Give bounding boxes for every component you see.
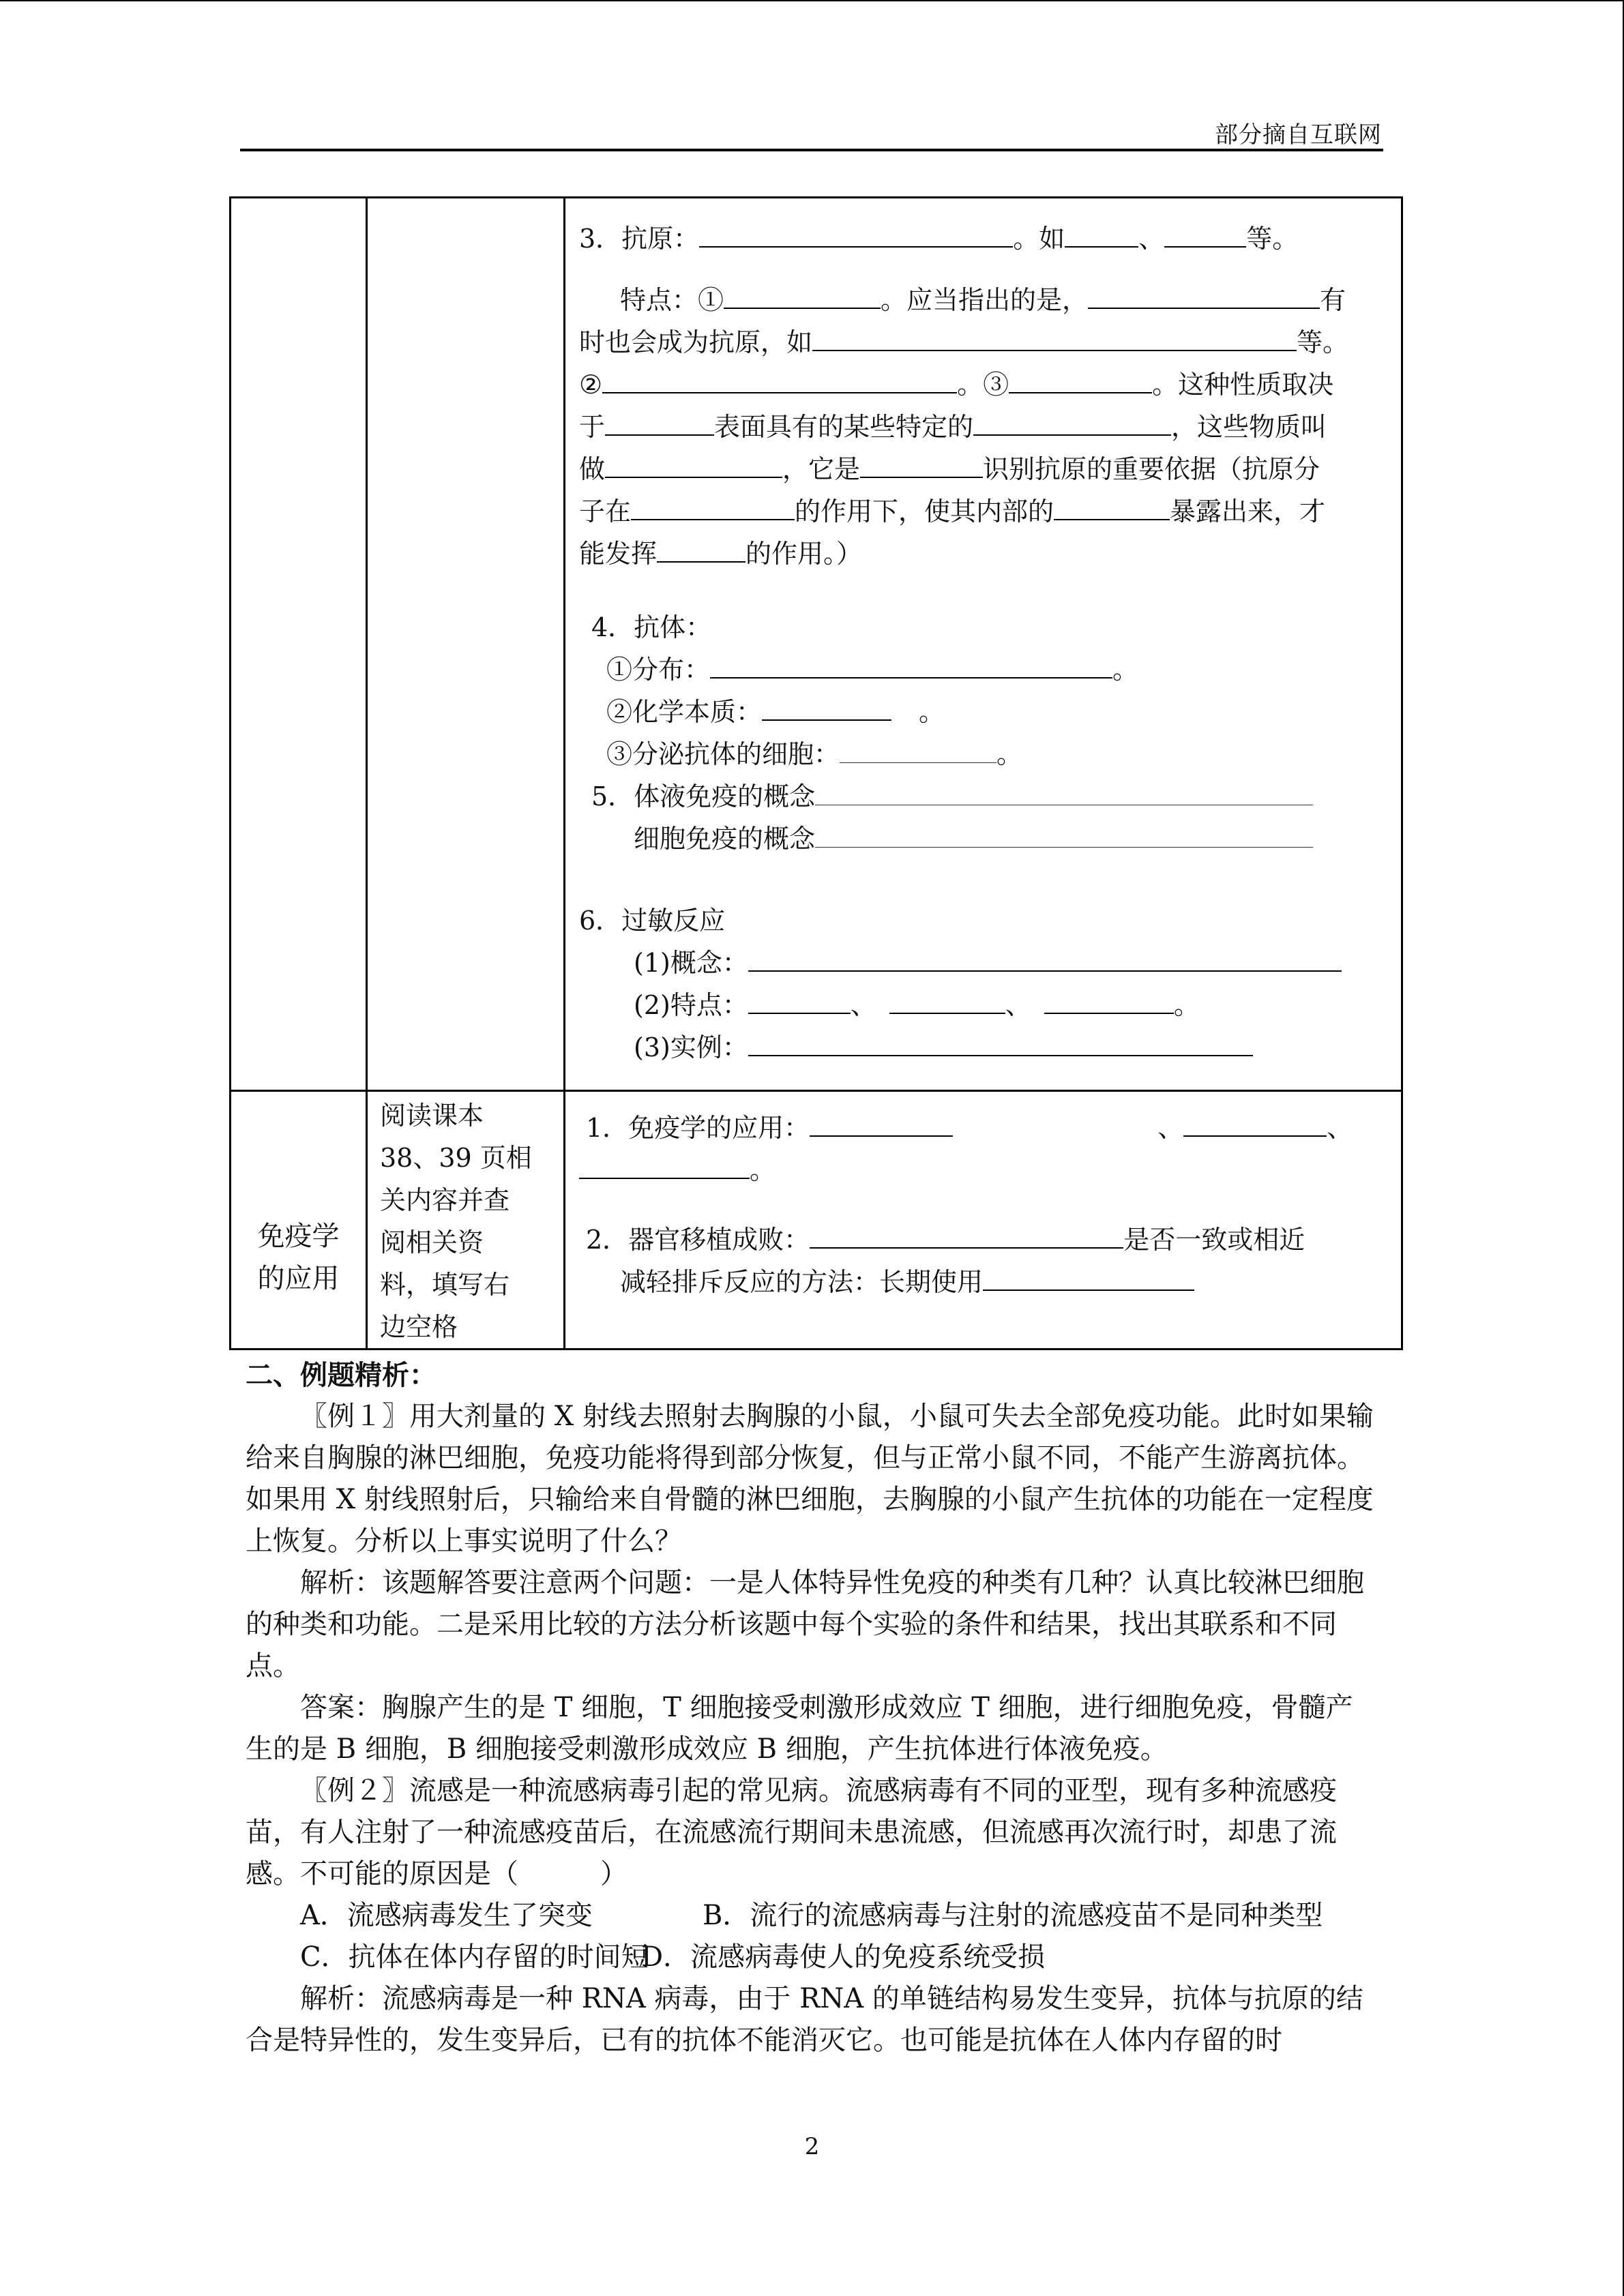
- topic-cell-empty: [231, 198, 367, 1091]
- topic-cell: 免疫学 的应用: [231, 1091, 367, 1350]
- blank-trait-note[interactable]: [1088, 280, 1320, 309]
- blank-trait-1[interactable]: [724, 280, 881, 309]
- blank-function[interactable]: [657, 534, 745, 563]
- traits-line-2: 时也会成为抗原，如 等。: [579, 321, 1389, 363]
- blank-surface[interactable]: [605, 407, 714, 436]
- blank-allergy-example[interactable]: [748, 1028, 1253, 1056]
- option-b[interactable]: B．流行的流感病毒与注射的流感疫苗不是同种类型: [703, 1900, 1323, 1931]
- blank-recognizer[interactable]: [860, 449, 983, 478]
- options-row-2: [246, 1937, 1378, 1978]
- transplant-line: 2．器官移植成败： 是否一致或相近: [579, 1219, 1389, 1261]
- example-2-analysis: 解析：流感病毒是一种 RNA 病毒，由于 RNA 的单链结构易发生变异，抗体与抗原的结合是特异性的，发生变异后，已有的抗体不能消灭它。也可能是抗体在人体内存留的时: [246, 1983, 1363, 2056]
- antigen-line: 3．抗原： 。如 、 等。: [579, 218, 1389, 260]
- option-d[interactable]: D．流感病毒使人的免疫系统受损: [641, 1941, 1046, 1973]
- blank-trait-3[interactable]: [1009, 365, 1152, 393]
- allergy-traits: (2)特点： 、 、 。: [579, 984, 1389, 1026]
- options-row-1: [246, 1895, 1378, 1937]
- antibody-title: 4．抗体：: [591, 612, 712, 642]
- blank-allergy-trait-2[interactable]: [889, 985, 1005, 1014]
- application-line: 1．免疫学的应用： 、 、: [579, 1107, 1389, 1149]
- blank-transplant[interactable]: [810, 1220, 1123, 1249]
- antibody-cell: ③分泌抗体的细胞： 。: [579, 733, 1389, 775]
- traits-line-3: ② 。③ 。这种性质取决: [579, 363, 1389, 406]
- worksheet-table: [229, 196, 1403, 1350]
- blank-antigen-eg2[interactable]: [1164, 219, 1246, 248]
- blank-allergy-trait-3[interactable]: [1044, 985, 1174, 1014]
- table-row: [231, 198, 1402, 1091]
- traits-line-5: 做 ，它是 识别抗原的重要依据（抗原分: [579, 448, 1389, 490]
- option-c[interactable]: C．抗体在体内存留的时间短: [300, 1941, 649, 1973]
- blank-antibody-cell[interactable]: [840, 735, 996, 763]
- reading-instruction-cell: 阅读课本 38、39 页相 关内容并查 阅相关资 料，填写右 边空格: [367, 1091, 565, 1350]
- blank-agent[interactable]: [631, 492, 795, 520]
- example-1-question: 〖例１〗用大剂量的 X 射线去照射去胸腺的小鼠，小鼠可失去全部免疫功能。此时如果输给来自胸腺的淋巴细胞，免疫功能将得到部分恢复，但与正常小鼠不同，不能产生游离抗体。如果用 X 射线照射后，只输给来自骨髓的淋巴细胞，去胸腺的小鼠产生抗体的功能在一定程度上恢复。分析以上事实说明了什么？: [246, 1401, 1374, 1557]
- blank-name[interactable]: [605, 449, 782, 478]
- blank-antibody-distribution[interactable]: [710, 650, 1112, 679]
- blank-trait-example[interactable]: [812, 323, 1297, 351]
- traits-line-7: 能发挥 的作用。）: [579, 533, 1389, 575]
- blank-application-2[interactable]: [1183, 1108, 1327, 1137]
- blank-inner[interactable]: [1054, 492, 1170, 520]
- traits-line-1: 特点：① 。应当指出的是， 有: [579, 279, 1389, 321]
- page-number: 2: [804, 2133, 820, 2160]
- example-section: [246, 1354, 1378, 2061]
- example-1-analysis: 解析：该题解答要注意两个问题：一是人体特异性免疫的种类有几种？认真比较淋巴细胞的种类和功能。二是采用比较的方法分析该题中每个实验的条件和结果，找出其联系和不同点。: [246, 1567, 1364, 1682]
- reading-cell-empty: [367, 198, 565, 1091]
- rejection-line: 减轻排斥反应的方法：长期使用: [579, 1261, 1389, 1303]
- blank-application-1[interactable]: [810, 1108, 953, 1137]
- blank-humoral[interactable]: [815, 777, 1313, 805]
- blank-application-3[interactable]: [579, 1150, 750, 1179]
- blank-allergy-concept[interactable]: [748, 943, 1342, 972]
- blank-allergy-trait-1[interactable]: [748, 985, 851, 1014]
- content-cell-antigen: [565, 198, 1402, 1091]
- option-a[interactable]: A．流感病毒发生了突变: [300, 1900, 593, 1931]
- frame-top-line: [0, 0, 1624, 1]
- table-row: [231, 1091, 1402, 1350]
- allergy-title: 6．过敏反应: [579, 906, 726, 936]
- allergy-example: (3)实例：: [579, 1026, 1389, 1069]
- application-line-2: 。: [579, 1149, 1389, 1191]
- content-cell-application: [565, 1091, 1402, 1350]
- header-rule: [240, 149, 1383, 151]
- blank-antigen-eg1[interactable]: [1065, 219, 1138, 248]
- blank-cellular[interactable]: [815, 820, 1313, 848]
- antibody-nature: ②化学本质： 。: [579, 691, 1389, 733]
- blank-antibody-nature[interactable]: [762, 692, 891, 721]
- traits-line-4: 于 表面具有的某些特定的 ，这些物质叫: [579, 406, 1389, 448]
- section-heading: 二、例题精析：: [246, 1359, 437, 1391]
- antibody-distribution: ①分布： 。: [579, 648, 1389, 691]
- blank-specific[interactable]: [973, 407, 1171, 436]
- blank-antigen-def[interactable]: [699, 219, 1013, 248]
- allergy-concept: (1)概念：: [579, 942, 1389, 984]
- traits-line-6: 子在 的作用下，使其内部的 暴露出来，才: [579, 490, 1389, 533]
- header-title: 部分摘自互联网: [1215, 121, 1382, 149]
- example-2-question: 〖例２〗流感是一种流感病毒引起的常见病。流感病毒有不同的亚型，现有多种流感疫苗，有人注射了一种流感疫苗后，在流感流行期间未患流感，但流感再次流行时，却患了流感。不可能的原因是（ ）: [246, 1775, 1337, 1890]
- example-1-answer: 答案：胸腺产生的是 T 细胞，T 细胞接受刺激形成效应 T 细胞，进行细胞免疫，骨髓产生的是 B 细胞，B 细胞接受刺激形成效应 B 细胞，产生抗体进行体液免疫。: [246, 1692, 1353, 1765]
- cellular-line: 细胞免疫的概念: [579, 818, 1389, 860]
- humoral-line: 5．体液免疫的概念: [579, 775, 1389, 818]
- blank-trait-2[interactable]: [602, 365, 957, 393]
- blank-rejection[interactable]: [983, 1262, 1194, 1291]
